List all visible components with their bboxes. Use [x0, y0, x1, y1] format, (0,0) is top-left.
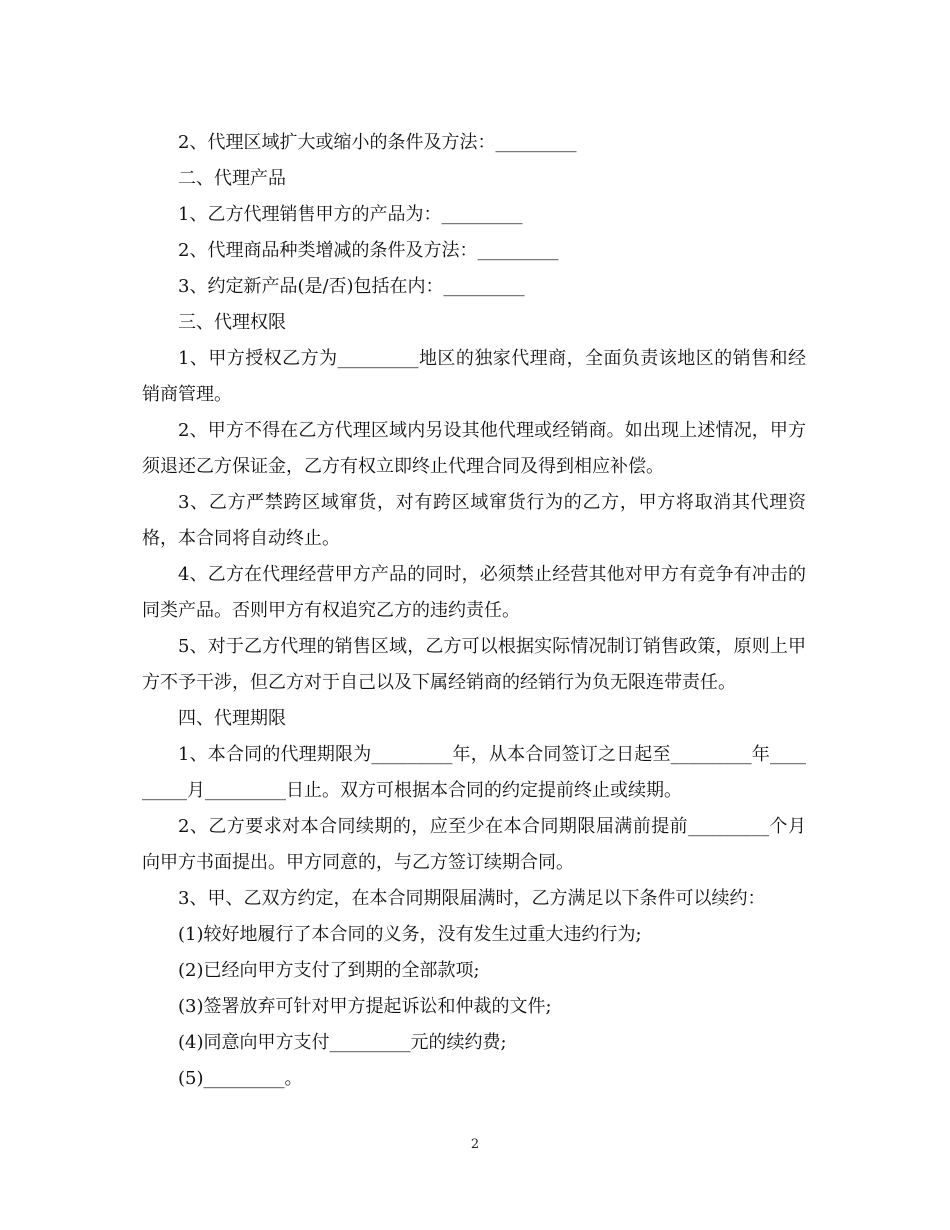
- paragraph: 5、对于乙方代理的销售区域，乙方可以根据实际情况制订销售政策，原则上甲方不予干涉，但乙方对于自己以及下属经销商的经销行为负无限连带责任。: [142, 636, 806, 693]
- paragraph: 2、甲方不得在乙方代理区域内另设其他代理或经销商。如出现上述情况，甲方须退还乙方保证金，乙方有权立即终止代理合同及得到相应补偿。: [142, 420, 806, 477]
- list-item: (3)签署放弃可针对甲方提起诉讼和仲裁的文件;: [178, 996, 552, 1017]
- paragraph: 1、乙方代理销售甲方的产品为：_________: [178, 204, 523, 225]
- section-heading: 三、代理权限: [178, 312, 286, 333]
- paragraph: 3、甲、乙双方约定，在本合同期限届满时，乙方满足以下条件可以续约：: [178, 888, 766, 909]
- paragraph: 1、甲方授权乙方为_________地区的独家代理商，全面负责该地区的销售和经销商管理。: [142, 348, 806, 405]
- paragraph: 2、代理区域扩大或缩小的条件及方法：_________: [178, 132, 577, 153]
- section-heading: 四、代理期限: [178, 708, 286, 729]
- page-number: 2: [470, 1137, 480, 1152]
- paragraph: 4、乙方在代理经营甲方产品的同时，必须禁止经营其他对甲方有竞争有冲击的同类产品。否则甲方有权追究乙方的违约责任。: [142, 564, 806, 621]
- paragraph: 3、约定新产品(是/否)包括在内：_________: [178, 276, 525, 297]
- list-item: (2)已经向甲方支付了到期的全部款项;: [178, 960, 480, 981]
- paragraph: 2、乙方要求对本合同续期的，应至少在本合同期限届满前提前_________个月向甲方书面提出。甲方同意的，与乙方签订续期合同。: [142, 816, 806, 873]
- section-heading: 二、代理产品: [178, 168, 286, 189]
- list-item: (4)同意向甲方支付_________元的续约费;: [178, 1032, 507, 1053]
- paragraph: 1、本合同的代理期限为_________年，从本合同签订之日起至_________年_________月_________日止。双方可根据本合同的约定提前终止或续期。: [142, 744, 806, 801]
- document-body: [142, 125, 806, 1097]
- list-item: (1)较好地履行了本合同的义务，没有发生过重大违约行为;: [178, 924, 642, 945]
- list-item: (5)_________。: [178, 1068, 303, 1089]
- paragraph: 3、乙方严禁跨区域窜货，对有跨区域窜货行为的乙方，甲方将取消其代理资格，本合同将自动终止。: [142, 492, 806, 549]
- paragraph: 2、代理商品种类增减的条件及方法：_________: [178, 240, 559, 261]
